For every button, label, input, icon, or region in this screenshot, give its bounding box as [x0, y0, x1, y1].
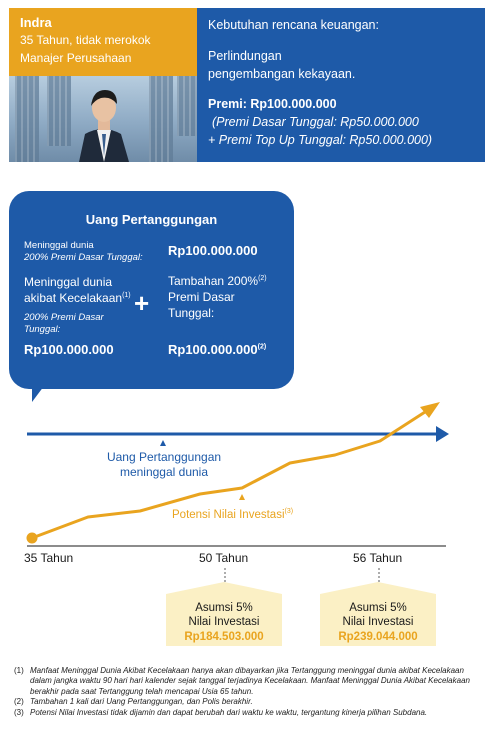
accident-sub-1: 200% Premi Dasar	[24, 312, 104, 323]
assumption-1-rate: Asumsi 5%	[195, 602, 253, 614]
up-marker	[160, 440, 166, 446]
premi-topup: + Premi Top Up Tunggal: Rp50.000.000)	[208, 133, 433, 147]
assumption-2-rate: Asumsi 5%	[349, 602, 407, 614]
assumption-1-value: Rp184.503.000	[184, 631, 264, 643]
footnote-3: (3) Potensi Nilai Investasi tidak dijamin dan dapat berubah dari waktu ke waktu, tergantung kinerja pilihan Subdana.	[14, 707, 428, 717]
footnotes	[14, 666, 484, 718]
age-35-label: 35 Tahun	[24, 551, 74, 565]
extra-value: Rp100.000.000$^{(2)}$	[168, 342, 267, 357]
age-56-label: 56 Tahun	[353, 551, 403, 565]
assumption-2-label: Nilai Investasi	[342, 616, 414, 628]
footnote-2: (2) Tambahan 1 kali dari Uang Pertanggungan, dan Polis berakhir.	[14, 697, 253, 707]
plus-icon: +	[134, 288, 150, 318]
extra-sup: (2)	[258, 275, 267, 282]
age-50-label: 50 Tahun	[199, 551, 249, 565]
assumption-2-value: Rp239.044.000	[338, 631, 418, 643]
extra-line-1: Tambahan 200%$^{(2)}$	[168, 274, 267, 288]
investasi-series-label: Potensi Nilai Investasi$^{(3)}$	[172, 508, 294, 521]
accident-value: Rp100.000.000	[24, 342, 114, 357]
accident-line-2: akibat Kecelakaan$^{(1)}$	[24, 291, 131, 305]
profile-name: Indra	[20, 15, 52, 30]
profile-age: 35 Tahun, tidak merokok	[20, 33, 151, 47]
accident-sup: (1)	[122, 292, 131, 299]
up-title: Uang Pertanggungan	[85, 212, 218, 227]
up-arrow-head	[436, 426, 449, 442]
needs-item-1: Perlindungan	[208, 49, 282, 63]
footnote-1: (1) Manfaat Meninggal Dunia Akibat Kecelakaan hanya akan dibayarkan jika Tertanggung meninggal dunia akibat Kecelakaan dalam jangka waktu 90 hari hari kalender sejak tanggal terjadinya Kecelakaan. Manfaat Meninggal Dunia Akibat Kecelakaan berakhir pada saat Tertanggung telah mencapai Usia 65 tahun.	[14, 666, 470, 696]
up-series-label: Uang Pertanggungan meninggal dunia	[106, 450, 222, 479]
extra-line-3: Tunggal:	[168, 306, 215, 320]
assumption-1-peak	[166, 582, 282, 594]
profile-job: Manajer Perusahaan	[20, 51, 132, 65]
needs-question: Kebutuhan rencana keuangan:	[208, 18, 379, 32]
accident-sub-2: Tunggal:	[24, 324, 61, 335]
accident-line-1: Meninggal dunia	[24, 275, 113, 289]
assumption-box-2	[320, 594, 436, 646]
death-label: Meninggal dunia	[24, 240, 94, 251]
needs-item-2: pengembangan kekayaan.	[208, 67, 356, 81]
death-sub: 200% Premi Dasar Tunggal:	[24, 252, 143, 263]
investasi-sup: (3)	[284, 508, 294, 516]
assumption-box-1	[166, 594, 282, 646]
premi-total: Premi: Rp100.000.000	[208, 97, 337, 111]
investasi-start-point	[27, 533, 38, 544]
investasi-arrow-head	[420, 402, 440, 418]
premi-dasar: (Premi Dasar Tunggal: Rp50.000.000	[212, 115, 419, 129]
investasi-marker	[239, 494, 245, 500]
death-value: Rp100.000.000	[168, 243, 258, 258]
assumption-2-peak	[320, 582, 436, 594]
extra-line-2: Premi Dasar	[168, 290, 235, 304]
extra-value-sup: (2)	[257, 343, 267, 351]
assumption-1-label: Nilai Investasi	[188, 616, 260, 628]
